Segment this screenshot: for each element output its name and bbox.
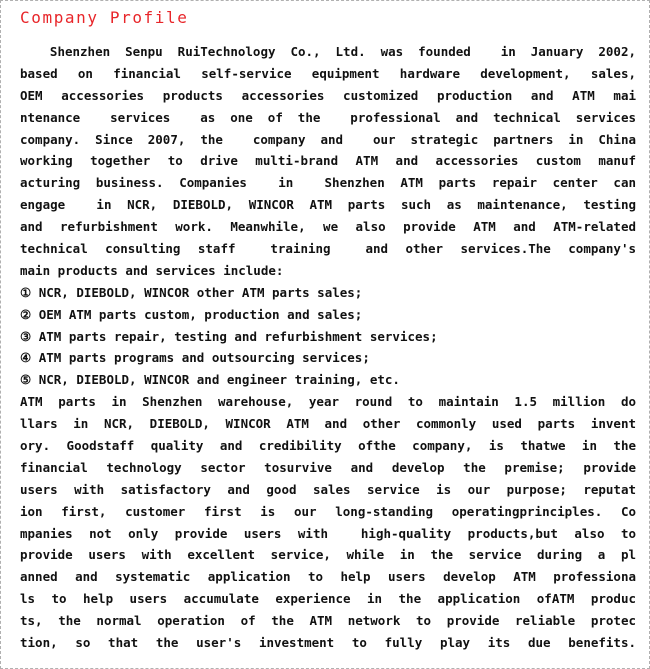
text-line: ion first, customer first is our long-standing operatingprinciples. Co (20, 503, 636, 519)
text-line: provide users with excellent service, while in the service during a pl (20, 547, 636, 563)
text-line: ls to help users accumulate experience in the application ofATM produc (20, 591, 636, 607)
text-line: anned and systematic application to help users develop ATM professiona (20, 569, 636, 585)
text-line: company. Since 2007, the company and our strategic partners in China (20, 131, 636, 147)
text-line: tion, so that the user's investment to fully play its due benefits. (20, 635, 636, 651)
text-line: working together to drive multi-brand ATM and accessories custom manuf (20, 153, 636, 169)
text-line: engage in NCR, DIEBOLD, WINCOR ATM parts such as maintenance, testing (20, 197, 636, 213)
list-item: ④ ATM parts programs and outsourcing services; (20, 350, 370, 366)
list-item: ① NCR, DIEBOLD, WINCOR other ATM parts sales; (20, 284, 363, 300)
text-line: ntenance services as one of the professional and technical services (20, 109, 636, 125)
text-line: Shenzhen Senpu RuiTechnology Co., Ltd. was founded in January 2002, (20, 44, 636, 59)
text-line: llars in NCR, DIEBOLD, WINCOR ATM and other commonly used parts invent (20, 416, 636, 432)
list-item: ③ ATM parts repair, testing and refurbishment services; (20, 328, 438, 344)
company-profile-text (20, 41, 636, 654)
text-line: mpanies not only provide users with high-quality products,but also to (20, 525, 636, 541)
text-line: main products and services include: (20, 262, 284, 278)
list-item: ② OEM ATM parts custom, production and sales; (20, 306, 363, 322)
text-line: based on financial self-service equipment hardware development, sales, (20, 65, 636, 81)
page-title: Company Profile (20, 8, 189, 27)
text-line: ts, the normal operation of the ATM network to provide reliable protec (20, 613, 636, 629)
text-line: and refurbishment work. Meanwhile, we also provide ATM and ATM-related (20, 219, 636, 235)
text-line: financial technology sector tosurvive and develop the premise; provide (20, 459, 636, 475)
text-line: OEM accessories products accessories customized production and ATM mai (20, 87, 636, 103)
text-line: ory. Goodstaff quality and credibility ofthe company, is thatwe in the (20, 438, 636, 454)
text-line: technical consulting staff training and other services.The company's (20, 241, 636, 257)
list-item: ⑤ NCR, DIEBOLD, WINCOR and engineer training, etc. (20, 372, 400, 388)
text-line: ATM parts in Shenzhen warehouse, year round to maintain 1.5 million do (20, 394, 636, 410)
text-line: users with satisfactory and good sales service is our purpose; reputat (20, 481, 636, 497)
text-line: acturing business. Companies in Shenzhen ATM parts repair center can (20, 175, 636, 191)
